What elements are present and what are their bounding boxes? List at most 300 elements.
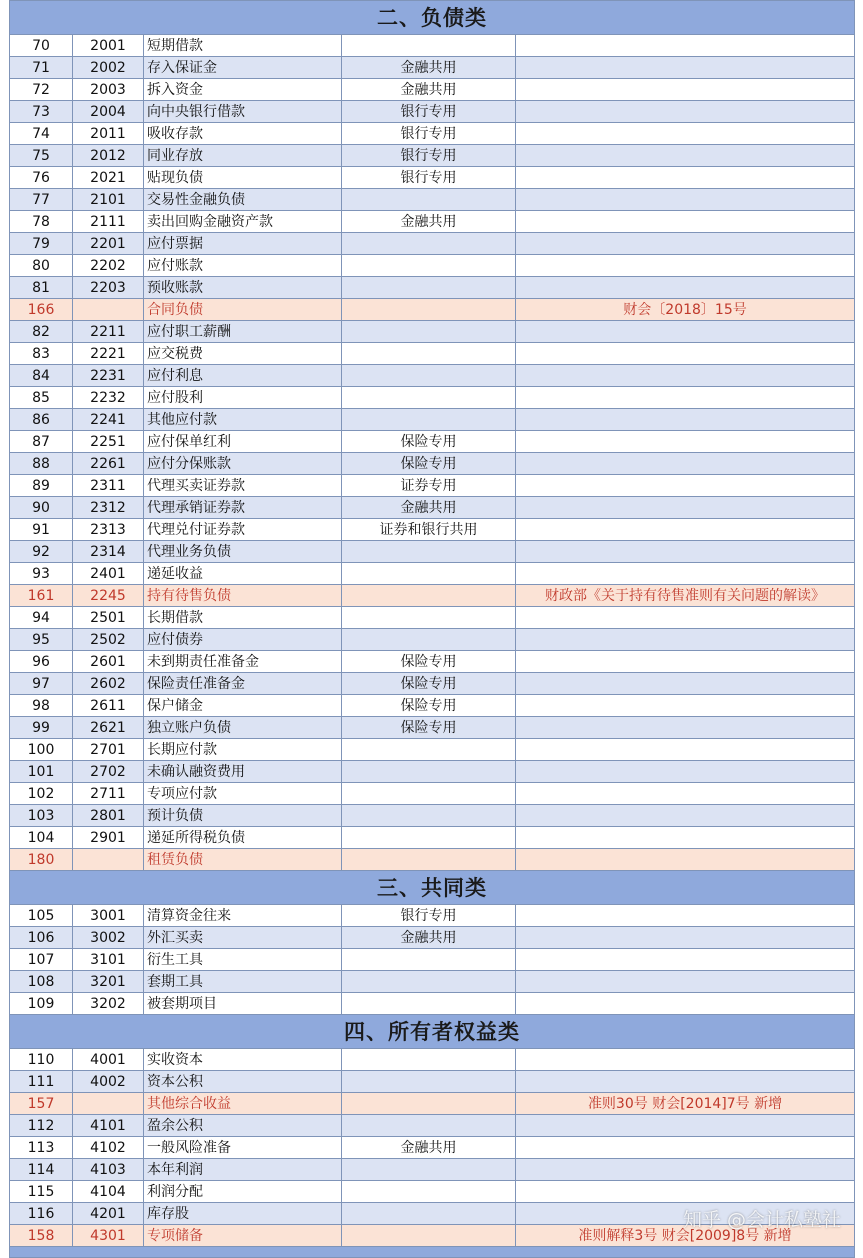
row-number-cell[interactable]: 112 [10,1115,73,1137]
table-row [10,57,855,79]
account-code-cell[interactable]: 2261 [73,453,144,475]
account-name-cell[interactable]: 代理兑付证券款 [144,519,342,541]
account-code-cell[interactable]: 2711 [73,783,144,805]
note-cell[interactable] [516,971,855,993]
row-number-cell[interactable]: 108 [10,971,73,993]
section-header [10,1015,855,1049]
account-name-cell[interactable]: 预计负债 [144,805,342,827]
table-row [10,739,855,761]
note-cell[interactable] [516,783,855,805]
account-code-cell[interactable]: 2201 [73,233,144,255]
note-cell[interactable] [516,365,855,387]
account-code-cell[interactable]: 4001 [73,1049,144,1071]
section-title[interactable]: 四、所有者权益类 [10,1015,855,1049]
note-cell[interactable] [516,101,855,123]
account-code-cell[interactable]: 2002 [73,57,144,79]
account-code-cell[interactable]: 3201 [73,971,144,993]
account-name-cell[interactable]: 被套期项目 [144,993,342,1015]
next-section-header-partial [10,1247,855,1258]
row-number-cell[interactable]: 76 [10,167,73,189]
table-row [10,949,855,971]
scope-cell[interactable]: 保险专用 [342,695,516,717]
row-number-cell[interactable]: 94 [10,607,73,629]
note-cell[interactable] [516,949,855,971]
note-cell[interactable] [516,805,855,827]
account-name-cell[interactable]: 合同负债 [144,299,342,321]
table-row [10,1071,855,1093]
table-row [10,927,855,949]
account-code-cell[interactable]: 2211 [73,321,144,343]
row-number-cell[interactable]: 158 [10,1225,73,1247]
account-name-cell[interactable]: 独立账户负债 [144,717,342,739]
scope-cell[interactable]: 证券专用 [342,475,516,497]
scope-cell[interactable] [342,277,516,299]
table-row [10,431,855,453]
account-code-cell[interactable]: 2602 [73,673,144,695]
note-cell[interactable] [516,35,855,57]
scope-cell[interactable] [342,1203,516,1225]
account-name-cell[interactable]: 长期应付款 [144,739,342,761]
scope-cell[interactable] [342,761,516,783]
account-code-cell[interactable]: 2221 [73,343,144,365]
account-code-cell[interactable]: 2401 [73,563,144,585]
account-name-cell[interactable]: 应付保单红利 [144,431,342,453]
account-name-cell[interactable]: 代理业务负债 [144,541,342,563]
row-number-cell[interactable]: 180 [10,849,73,871]
note-cell[interactable] [516,739,855,761]
account-code-cell[interactable]: 2011 [73,123,144,145]
account-name-cell[interactable]: 实收资本 [144,1049,342,1071]
note-cell[interactable] [516,255,855,277]
note-cell[interactable] [516,761,855,783]
note-cell[interactable] [516,927,855,949]
table-row [10,387,855,409]
scope-cell[interactable] [342,849,516,871]
account-code-cell[interactable]: 2245 [73,585,144,607]
note-cell[interactable] [516,497,855,519]
note-cell[interactable] [516,321,855,343]
account-code-cell[interactable]: 2203 [73,277,144,299]
scope-cell[interactable] [342,971,516,993]
row-number-cell[interactable]: 104 [10,827,73,849]
note-cell[interactable] [516,673,855,695]
account-code-cell[interactable]: 3002 [73,927,144,949]
note-cell[interactable] [516,651,855,673]
account-name-cell[interactable]: 应付账款 [144,255,342,277]
account-name-cell[interactable]: 向中央银行借款 [144,101,342,123]
table-row [10,1181,855,1203]
row-number-cell[interactable]: 114 [10,1159,73,1181]
row-number-cell[interactable]: 90 [10,497,73,519]
account-name-cell[interactable]: 租赁负债 [144,849,342,871]
scope-cell[interactable] [342,585,516,607]
account-code-cell[interactable]: 4002 [73,1071,144,1093]
scope-cell[interactable] [342,255,516,277]
table-row [10,849,855,871]
row-number-cell[interactable]: 77 [10,189,73,211]
note-cell[interactable] [516,1049,855,1071]
account-name-cell[interactable]: 其他综合收益 [144,1093,342,1115]
account-name-cell[interactable]: 贴现负债 [144,167,342,189]
row-number-cell[interactable]: 91 [10,519,73,541]
table-row [10,827,855,849]
scope-cell[interactable] [342,343,516,365]
account-name-cell[interactable]: 应付分保账款 [144,453,342,475]
row-number-cell[interactable]: 93 [10,563,73,585]
table-row [10,167,855,189]
table-row [10,497,855,519]
account-name-cell[interactable]: 代理买卖证券款 [144,475,342,497]
table-row [10,585,855,607]
account-code-cell[interactable]: 3202 [73,993,144,1015]
row-number-cell[interactable]: 111 [10,1071,73,1093]
section-header [10,1,855,35]
note-cell[interactable]: 财会〔2018〕15号 [516,299,855,321]
row-number-cell[interactable]: 85 [10,387,73,409]
account-name-cell[interactable]: 应付票据 [144,233,342,255]
note-cell[interactable]: 准则解释3号 财会[2009]8号 新增 [516,1225,855,1247]
scope-cell[interactable]: 保险专用 [342,453,516,475]
scope-cell[interactable]: 金融共用 [342,927,516,949]
row-number-cell[interactable]: 116 [10,1203,73,1225]
account-code-cell[interactable]: 4201 [73,1203,144,1225]
account-code-cell[interactable]: 4103 [73,1159,144,1181]
row-number-cell[interactable]: 71 [10,57,73,79]
scope-cell[interactable]: 金融共用 [342,79,516,101]
scope-cell[interactable] [342,387,516,409]
account-name-cell[interactable]: 卖出回购金融资产款 [144,211,342,233]
scope-cell[interactable] [342,739,516,761]
account-code-cell[interactable] [73,1093,144,1115]
note-cell[interactable] [516,607,855,629]
scope-cell[interactable] [342,1071,516,1093]
row-number-cell[interactable]: 87 [10,431,73,453]
row-number-cell[interactable]: 81 [10,277,73,299]
table-row [10,79,855,101]
account-code-cell[interactable]: 2502 [73,629,144,651]
table-row [10,1159,855,1181]
table-row [10,673,855,695]
table-row [10,343,855,365]
account-code-cell[interactable]: 2313 [73,519,144,541]
scope-cell[interactable]: 金融共用 [342,211,516,233]
account-name-cell[interactable]: 交易性金融负债 [144,189,342,211]
account-name-cell[interactable]: 清算资金往来 [144,905,342,927]
row-number-cell[interactable]: 70 [10,35,73,57]
scope-cell[interactable] [342,993,516,1015]
note-cell[interactable] [516,563,855,585]
row-number-cell[interactable]: 166 [10,299,73,321]
note-cell[interactable] [516,849,855,871]
table-row [10,971,855,993]
note-cell[interactable] [516,145,855,167]
scope-cell[interactable]: 保险专用 [342,651,516,673]
account-name-cell[interactable]: 外汇买卖 [144,927,342,949]
note-cell[interactable] [516,695,855,717]
note-cell[interactable] [516,629,855,651]
account-name-cell[interactable]: 保险责任准备金 [144,673,342,695]
section-title[interactable]: 三、共同类 [10,871,855,905]
row-number-cell[interactable]: 92 [10,541,73,563]
row-number-cell[interactable]: 157 [10,1093,73,1115]
note-cell[interactable] [516,717,855,739]
account-name-cell[interactable]: 套期工具 [144,971,342,993]
account-name-cell[interactable]: 应付利息 [144,365,342,387]
table-row [10,211,855,233]
note-cell[interactable] [516,123,855,145]
account-code-cell[interactable]: 4102 [73,1137,144,1159]
note-cell[interactable] [516,57,855,79]
table-row [10,475,855,497]
scope-cell[interactable]: 银行专用 [342,101,516,123]
account-name-cell[interactable]: 短期借款 [144,35,342,57]
account-code-cell[interactable]: 2101 [73,189,144,211]
account-name-cell[interactable]: 专项储备 [144,1225,342,1247]
account-name-cell[interactable]: 库存股 [144,1203,342,1225]
account-code-cell[interactable]: 2901 [73,827,144,849]
account-name-cell[interactable]: 存入保证金 [144,57,342,79]
row-number-cell[interactable]: 74 [10,123,73,145]
scope-cell[interactable]: 金融共用 [342,57,516,79]
row-number-cell[interactable]: 78 [10,211,73,233]
table-row [10,255,855,277]
scope-cell[interactable] [342,629,516,651]
row-number-cell[interactable]: 105 [10,905,73,927]
row-number-cell[interactable]: 75 [10,145,73,167]
account-code-cell[interactable]: 2251 [73,431,144,453]
account-name-cell[interactable]: 应交税费 [144,343,342,365]
note-cell[interactable] [516,541,855,563]
note-cell[interactable] [516,211,855,233]
scope-cell[interactable] [342,35,516,57]
row-number-cell[interactable]: 88 [10,453,73,475]
table-row [10,695,855,717]
note-cell[interactable]: 财政部《关于持有待售准则有关问题的解读》 [516,585,855,607]
account-code-cell[interactable]: 4104 [73,1181,144,1203]
table-row [10,233,855,255]
row-number-cell[interactable]: 95 [10,629,73,651]
note-cell[interactable] [516,167,855,189]
note-cell[interactable] [516,189,855,211]
scope-cell[interactable] [342,233,516,255]
row-number-cell[interactable]: 99 [10,717,73,739]
account-code-cell[interactable]: 2012 [73,145,144,167]
scope-cell[interactable] [342,409,516,431]
table-row [10,1093,855,1115]
note-cell[interactable] [516,519,855,541]
note-cell[interactable] [516,1137,855,1159]
account-code-cell[interactable]: 2701 [73,739,144,761]
row-number-cell[interactable]: 106 [10,927,73,949]
table-row [10,189,855,211]
note-cell[interactable] [516,233,855,255]
account-name-cell[interactable]: 未确认融资费用 [144,761,342,783]
note-cell[interactable] [516,431,855,453]
row-number-cell[interactable]: 86 [10,409,73,431]
account-code-cell[interactable] [73,849,144,871]
account-name-cell[interactable]: 同业存放 [144,145,342,167]
account-code-cell[interactable]: 4301 [73,1225,144,1247]
row-number-cell[interactable]: 73 [10,101,73,123]
account-code-cell[interactable]: 3001 [73,905,144,927]
scope-cell[interactable]: 银行专用 [342,123,516,145]
table-row [10,805,855,827]
row-number-cell[interactable]: 101 [10,761,73,783]
account-code-cell[interactable]: 2004 [73,101,144,123]
scope-cell[interactable]: 保险专用 [342,431,516,453]
account-code-cell[interactable] [73,299,144,321]
account-name-cell[interactable]: 盈余公积 [144,1115,342,1137]
scope-cell[interactable] [342,1159,516,1181]
note-cell[interactable]: 准则30号 财会[2014]7号 新增 [516,1093,855,1115]
account-code-cell[interactable]: 2232 [73,387,144,409]
scope-cell[interactable] [342,541,516,563]
row-number-cell[interactable]: 98 [10,695,73,717]
account-name-cell[interactable]: 吸收存款 [144,123,342,145]
row-number-cell[interactable]: 113 [10,1137,73,1159]
account-code-cell[interactable]: 3101 [73,949,144,971]
note-cell[interactable] [516,409,855,431]
table-row [10,541,855,563]
row-number-cell[interactable]: 84 [10,365,73,387]
account-name-cell[interactable]: 应付股利 [144,387,342,409]
scope-cell[interactable] [342,365,516,387]
account-name-cell[interactable]: 其他应付款 [144,409,342,431]
scope-cell[interactable] [342,563,516,585]
scope-cell[interactable] [342,827,516,849]
row-number-cell[interactable]: 103 [10,805,73,827]
row-number-cell[interactable]: 107 [10,949,73,971]
scope-cell[interactable]: 证券和银行共用 [342,519,516,541]
note-cell[interactable] [516,79,855,101]
account-code-cell[interactable]: 2601 [73,651,144,673]
row-number-cell[interactable]: 102 [10,783,73,805]
note-cell[interactable] [516,827,855,849]
scope-cell[interactable]: 保险专用 [342,673,516,695]
note-cell[interactable] [516,475,855,497]
note-cell[interactable] [516,993,855,1015]
account-code-cell[interactable]: 2314 [73,541,144,563]
scope-cell[interactable] [342,1093,516,1115]
account-name-cell[interactable]: 代理承销证券款 [144,497,342,519]
account-code-cell[interactable]: 2241 [73,409,144,431]
scope-cell[interactable] [342,783,516,805]
account-name-cell[interactable]: 递延收益 [144,563,342,585]
account-code-cell[interactable]: 2621 [73,717,144,739]
account-code-cell[interactable]: 4101 [73,1115,144,1137]
account-code-cell[interactable]: 2311 [73,475,144,497]
section-title[interactable]: 二、负债类 [10,1,855,35]
account-name-cell[interactable]: 专项应付款 [144,783,342,805]
account-code-cell[interactable]: 2501 [73,607,144,629]
note-cell[interactable] [516,905,855,927]
scope-cell[interactable]: 金融共用 [342,1137,516,1159]
scope-cell[interactable] [342,299,516,321]
account-name-cell[interactable]: 拆入资金 [144,79,342,101]
row-number-cell[interactable]: 110 [10,1049,73,1071]
note-cell[interactable] [516,343,855,365]
scope-cell[interactable] [342,805,516,827]
note-cell[interactable] [516,387,855,409]
scope-cell[interactable]: 金融共用 [342,497,516,519]
note-cell[interactable] [516,1071,855,1093]
row-number-cell[interactable]: 115 [10,1181,73,1203]
account-code-cell[interactable]: 2312 [73,497,144,519]
account-name-cell[interactable]: 应付职工薪酬 [144,321,342,343]
account-name-cell[interactable]: 资本公积 [144,1071,342,1093]
account-name-cell[interactable]: 未到期责任准备金 [144,651,342,673]
table-row [10,1049,855,1071]
account-code-cell[interactable]: 2202 [73,255,144,277]
account-name-cell[interactable]: 一般风险准备 [144,1137,342,1159]
table-row [10,453,855,475]
scope-cell[interactable] [342,607,516,629]
account-name-cell[interactable]: 长期借款 [144,607,342,629]
account-code-cell[interactable]: 2111 [73,211,144,233]
account-code-cell[interactable]: 2001 [73,35,144,57]
account-name-cell[interactable]: 预收账款 [144,277,342,299]
table-row [10,145,855,167]
scope-cell[interactable] [342,189,516,211]
row-number-cell[interactable]: 100 [10,739,73,761]
note-cell[interactable] [516,277,855,299]
scope-cell[interactable]: 银行专用 [342,145,516,167]
note-cell[interactable] [516,1181,855,1203]
row-number-cell[interactable]: 161 [10,585,73,607]
row-number-cell[interactable]: 82 [10,321,73,343]
row-number-cell[interactable]: 89 [10,475,73,497]
note-cell[interactable] [516,453,855,475]
scope-cell[interactable] [342,1049,516,1071]
account-code-cell[interactable]: 2702 [73,761,144,783]
scope-cell[interactable] [342,1225,516,1247]
row-number-cell[interactable]: 83 [10,343,73,365]
table-row [10,629,855,651]
scope-cell[interactable]: 银行专用 [342,167,516,189]
account-code-cell[interactable]: 2611 [73,695,144,717]
account-code-cell[interactable]: 2801 [73,805,144,827]
account-name-cell[interactable]: 持有待售负债 [144,585,342,607]
row-number-cell[interactable]: 72 [10,79,73,101]
account-name-cell[interactable]: 本年利润 [144,1159,342,1181]
table-row [10,519,855,541]
row-number-cell[interactable]: 97 [10,673,73,695]
account-code-cell[interactable]: 2231 [73,365,144,387]
row-number-cell[interactable]: 96 [10,651,73,673]
note-cell[interactable] [516,1115,855,1137]
accounts-table [9,0,855,1258]
account-name-cell[interactable]: 应付债券 [144,629,342,651]
account-name-cell[interactable]: 衍生工具 [144,949,342,971]
scope-cell[interactable] [342,1115,516,1137]
scope-cell[interactable] [342,949,516,971]
table-row [10,1115,855,1137]
scope-cell[interactable] [342,1181,516,1203]
account-name-cell[interactable]: 利润分配 [144,1181,342,1203]
scope-cell[interactable] [342,321,516,343]
account-code-cell[interactable]: 2003 [73,79,144,101]
scope-cell[interactable]: 保险专用 [342,717,516,739]
account-name-cell[interactable]: 保户储金 [144,695,342,717]
note-cell[interactable] [516,1159,855,1181]
row-number-cell[interactable]: 80 [10,255,73,277]
row-number-cell[interactable]: 109 [10,993,73,1015]
scope-cell[interactable]: 银行专用 [342,905,516,927]
table-row [10,717,855,739]
account-code-cell[interactable]: 2021 [73,167,144,189]
account-name-cell[interactable]: 递延所得税负债 [144,827,342,849]
row-number-cell[interactable]: 79 [10,233,73,255]
